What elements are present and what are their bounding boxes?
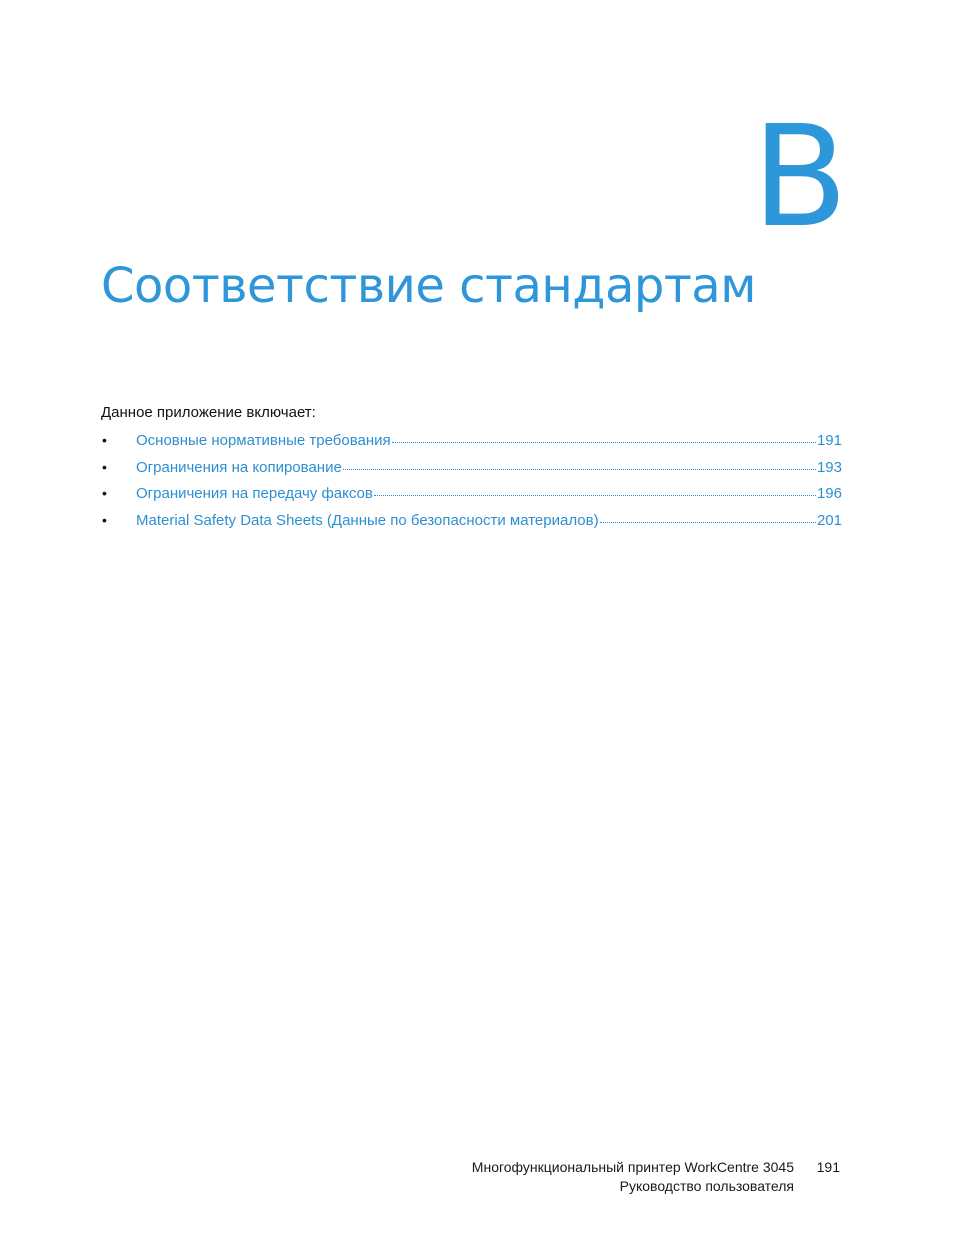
- bullet: •: [102, 458, 107, 475]
- toc-page-number: 193: [816, 458, 842, 476]
- appendix-intro: Данное приложение включает:: [101, 404, 316, 421]
- toc-dot-leader: [343, 465, 816, 470]
- toc-dot-leader: [374, 491, 816, 496]
- toc-item-label: Material Safety Data Sheets (Данные по безопасности материалов): [136, 511, 599, 529]
- bullet: •: [102, 432, 107, 448]
- toc-link-fax-restrictions[interactable]: [136, 484, 842, 504]
- chapter-title: Соответствие стандартам: [101, 258, 756, 314]
- chapter-letter: B: [751, 96, 846, 259]
- toc-link-regulatory-basics[interactable]: [136, 431, 842, 451]
- table-of-contents: [101, 429, 842, 535]
- toc-link-material-safety-data-sheets[interactable]: [136, 511, 842, 531]
- toc-item: [101, 482, 842, 509]
- bullet: •: [102, 511, 107, 528]
- bullet: •: [102, 485, 107, 502]
- toc-dot-leader: [600, 518, 816, 523]
- toc-item: [101, 509, 842, 536]
- toc-dot-leader: [392, 438, 816, 443]
- footer-product-name: Многофункциональный принтер WorkCentre 3045: [471, 1159, 794, 1175]
- toc-page-number: 201: [816, 511, 842, 529]
- toc-item-label: Ограничения на копирование: [136, 458, 342, 476]
- footer-guide-name: Руководство пользователя: [619, 1178, 794, 1194]
- toc-item: [101, 456, 842, 483]
- toc-page-number: 196: [816, 485, 842, 503]
- toc-link-copy-restrictions[interactable]: [136, 458, 842, 478]
- footer-page-number: 191: [816, 1159, 840, 1175]
- toc-item: [101, 429, 842, 456]
- toc-item-label: Основные нормативные требования: [136, 432, 391, 449]
- toc-page-number: 191: [816, 432, 842, 449]
- page-footer: [472, 1158, 794, 1196]
- toc-item-label: Ограничения на передачу факсов: [136, 485, 373, 503]
